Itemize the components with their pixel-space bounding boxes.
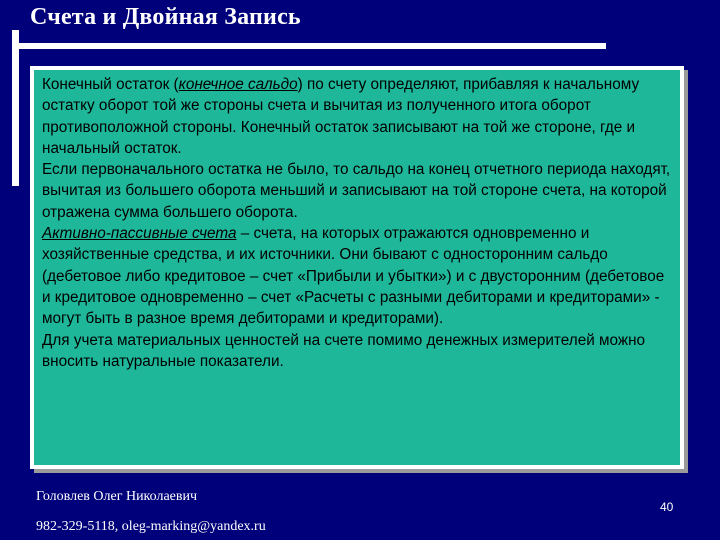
paragraph-ending-balance (42, 74, 674, 159)
footer-contacts: 982-329-5118, oleg-marking@yandex.ru (36, 519, 266, 534)
slide-title: Счета и Двойная Запись (30, 4, 301, 30)
paragraph-material-values: Для учета материальных ценностей на счете помимо денежных измерителей можно вносить натуральные показатели. (42, 331, 646, 370)
paragraph-no-opening-balance: Если первоначального остатка не было, то сальдо на конец отчетного периода находят, вычитая из большего оборота меньший и записывают на той стороне счета, на которой отражена сумма большего оборота. (42, 161, 671, 221)
paragraph-1-before: Конечный остаток ( (42, 76, 179, 93)
content-text (42, 74, 674, 372)
decorative-vertical-bar (12, 30, 19, 186)
paragraph-active-passive-accounts (42, 223, 674, 329)
page-number: 40 (660, 500, 674, 514)
term-ending-balance: конечное сальдо (178, 76, 298, 93)
content-box (30, 66, 684, 469)
footer-author: Головлев Олег Николаевич (36, 489, 198, 504)
term-active-passive-accounts: Активно-пассивные счета (42, 225, 237, 243)
paragraph-1-after: ) по счету определяют, прибавляя к начальному остатку оборот той же стороны счета и вычитая из полученного итога оборот противоположной стороны. Конечный остаток записывают на той же стороне, где и начальный остаток. (42, 76, 640, 157)
decorative-horizontal-bar (12, 43, 606, 49)
paragraph-3-after: – счета, на которых отражаются одновременно и хозяйственные средства, и их источники. Они бывают с односторонним сальдо (дебетовое либо кредитовое – счет «Прибыли и убытки») и с двусторонним (дебетовое и кредитовое одновременно – счет «Расчеты с разными дебиторами и кредиторами» - могут быть в разное время дебиторами и кредиторами). (42, 225, 665, 328)
